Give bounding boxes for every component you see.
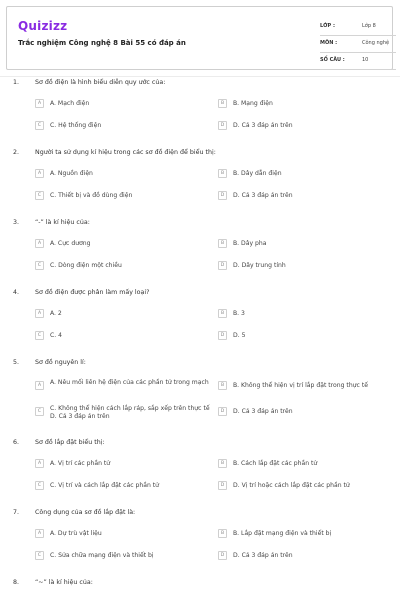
option-letter-box[interactable]: D xyxy=(218,121,227,130)
option-letter-box[interactable]: A xyxy=(35,99,44,108)
option-text: A. Vị trí các phần tử xyxy=(50,460,111,467)
page-title: Trắc nghiệm Công nghệ 8 Bài 55 có đáp án xyxy=(18,39,186,47)
option-text: A. Dự trù vật liệu xyxy=(50,530,102,537)
question-number: 5. xyxy=(13,359,20,366)
answer-option-d[interactable] xyxy=(218,481,388,494)
option-text: D. Vị trí hoặc cách lắp đặt các phần tử xyxy=(233,482,350,489)
quizizz-logo: Quizizz xyxy=(18,19,68,33)
option-text: D. Dây trung tính xyxy=(233,262,286,269)
option-text: B. Dây pha xyxy=(233,240,267,247)
question-text: Người ta sử dụng kí hiệu trong các sơ đồ điện để biểu thị: xyxy=(35,149,216,156)
answer-option-d[interactable] xyxy=(218,121,388,134)
option-text: D. Cả 3 đáp án trên xyxy=(233,408,293,415)
meta-label: MÔN : xyxy=(320,40,338,46)
question-number: 3. xyxy=(13,219,20,226)
answer-option-d[interactable] xyxy=(218,407,388,420)
meta-value: Lớp 8 xyxy=(362,23,376,29)
option-letter-box[interactable]: D xyxy=(218,331,227,340)
answer-option-b[interactable] xyxy=(218,381,388,394)
question-text: “~” là kí hiệu của: xyxy=(35,579,93,586)
option-text: C. Vị trí và cách lắp đặt các phần tử xyxy=(50,482,160,489)
option-letter-box[interactable]: B xyxy=(218,239,227,248)
meta-row-count xyxy=(320,54,396,70)
meta-label: SỐ CÂU : xyxy=(320,57,345,63)
option-text: A. Nêu mối liên hệ điện của các phần tử trong mạch xyxy=(50,379,209,386)
answer-option-b[interactable] xyxy=(218,99,388,112)
option-letter-box[interactable]: B xyxy=(218,529,227,538)
answer-option-a[interactable] xyxy=(35,99,205,112)
option-text: B. Mạng điện xyxy=(233,100,273,107)
answer-option-a[interactable] xyxy=(35,239,205,252)
option-letter-box[interactable]: B xyxy=(218,309,227,318)
question-number: 6. xyxy=(13,439,20,446)
option-letter-box[interactable]: A xyxy=(35,529,44,538)
answer-option-c[interactable] xyxy=(35,405,210,420)
option-text: A. 2 xyxy=(50,310,62,317)
question-text: “-” là kí hiệu của: xyxy=(35,219,90,226)
option-text: C. Dòng điện một chiều xyxy=(50,262,122,269)
question-text: Sơ đồ lắp đặt biểu thị: xyxy=(35,439,105,446)
option-letter-box[interactable]: B xyxy=(218,99,227,108)
question-text: Sơ đồ nguyên lí: xyxy=(35,359,86,366)
option-text: D. Cả 3 đáp án trên xyxy=(233,122,293,129)
question-text: Công dụng của sơ đồ lắp đặt là: xyxy=(35,509,136,516)
option-text: B. Không thể hiện vị trí lắp đặt trong thực tế xyxy=(233,382,368,389)
answer-option-b[interactable] xyxy=(218,309,388,322)
answer-option-d[interactable] xyxy=(218,551,388,564)
question-text: Sơ đồ điện được phân làm mấy loại? xyxy=(35,289,150,296)
option-text: D. Cả 3 đáp án trên xyxy=(233,552,293,559)
option-text: B. Cách lắp đặt các phần tử xyxy=(233,460,318,467)
option-letter-box[interactable]: C xyxy=(35,407,44,416)
option-text: C. Hệ thống điện xyxy=(50,122,102,129)
answer-option-a[interactable] xyxy=(35,169,205,182)
option-letter-box[interactable]: B xyxy=(218,169,227,178)
option-letter-box[interactable]: D xyxy=(218,481,227,490)
option-text: D. 5 xyxy=(233,332,246,339)
meta-label: LỚP : xyxy=(320,23,335,29)
answer-option-c[interactable] xyxy=(35,551,205,564)
meta-panel xyxy=(320,20,396,71)
option-text: C. Không thể hiện cách lắp ráp, sắp xếp trên thực tế D. Cả 3 đáp án trên xyxy=(50,405,210,420)
option-letter-box[interactable]: B xyxy=(218,381,227,390)
meta-value: Công nghệ xyxy=(362,40,390,46)
header-divider xyxy=(0,76,400,77)
answer-option-d[interactable] xyxy=(218,261,388,274)
option-text: B. Dây dẫn điện xyxy=(233,170,282,177)
answer-option-d[interactable] xyxy=(218,331,388,344)
worksheet-header xyxy=(6,6,393,70)
answer-option-a[interactable] xyxy=(35,379,209,394)
question-number: 8. xyxy=(13,579,20,586)
option-text: A. Nguồn điện xyxy=(50,170,93,177)
option-letter-box[interactable]: C xyxy=(35,331,44,340)
answer-option-a[interactable] xyxy=(35,459,205,472)
question-number: 4. xyxy=(13,289,20,296)
option-letter-box[interactable]: C xyxy=(35,261,44,270)
option-text: A. Cực dương xyxy=(50,240,91,247)
meta-row-subject xyxy=(320,37,396,53)
answer-option-c[interactable] xyxy=(35,261,205,274)
option-letter-box[interactable]: A xyxy=(35,381,44,390)
option-letter-box[interactable]: B xyxy=(218,459,227,468)
answer-option-b[interactable] xyxy=(218,459,388,472)
question-text: Sơ đồ điện là hình biểu diễn quy ước của: xyxy=(35,79,166,86)
option-text: A. Mạch điện xyxy=(50,100,90,107)
option-letter-box[interactable]: C xyxy=(35,191,44,200)
option-text: B. Lắp đặt mạng điện và thiết bị xyxy=(233,530,332,537)
answer-option-b[interactable] xyxy=(218,169,388,182)
answer-option-b[interactable] xyxy=(218,529,388,542)
option-letter-box[interactable]: D xyxy=(218,191,227,200)
meta-row-class xyxy=(320,20,396,36)
question-number: 1. xyxy=(13,79,20,86)
answer-option-c[interactable] xyxy=(35,191,205,204)
option-text: C. 4 xyxy=(50,332,63,339)
option-letter-box[interactable]: D xyxy=(218,551,227,560)
answer-option-d[interactable] xyxy=(218,191,388,204)
option-letter-box[interactable]: C xyxy=(35,481,44,490)
option-text: C. Sửa chữa mạng điện và thiết bị xyxy=(50,552,154,559)
option-letter-box[interactable]: A xyxy=(35,169,44,178)
option-text: B. 3 xyxy=(233,310,245,317)
question-number: 7. xyxy=(13,509,20,516)
option-letter-box[interactable]: C xyxy=(35,121,44,130)
answer-option-a[interactable] xyxy=(35,529,205,542)
answer-option-b[interactable] xyxy=(218,239,388,252)
question-number: 2. xyxy=(13,149,20,156)
answer-option-c[interactable] xyxy=(35,481,205,494)
option-letter-box[interactable]: A xyxy=(35,239,44,248)
option-letter-box[interactable]: A xyxy=(35,459,44,468)
option-letter-box[interactable]: C xyxy=(35,551,44,560)
answer-option-c[interactable] xyxy=(35,121,205,134)
option-letter-box[interactable]: D xyxy=(218,407,227,416)
meta-value: 10 xyxy=(362,57,369,63)
answer-option-c[interactable] xyxy=(35,331,205,344)
option-letter-box[interactable]: D xyxy=(218,261,227,270)
answer-option-a[interactable] xyxy=(35,309,205,322)
option-text: C. Thiết bị và đồ dùng điện xyxy=(50,192,133,199)
option-text: D. Cả 3 đáp án trên xyxy=(233,192,293,199)
option-letter-box[interactable]: A xyxy=(35,309,44,318)
